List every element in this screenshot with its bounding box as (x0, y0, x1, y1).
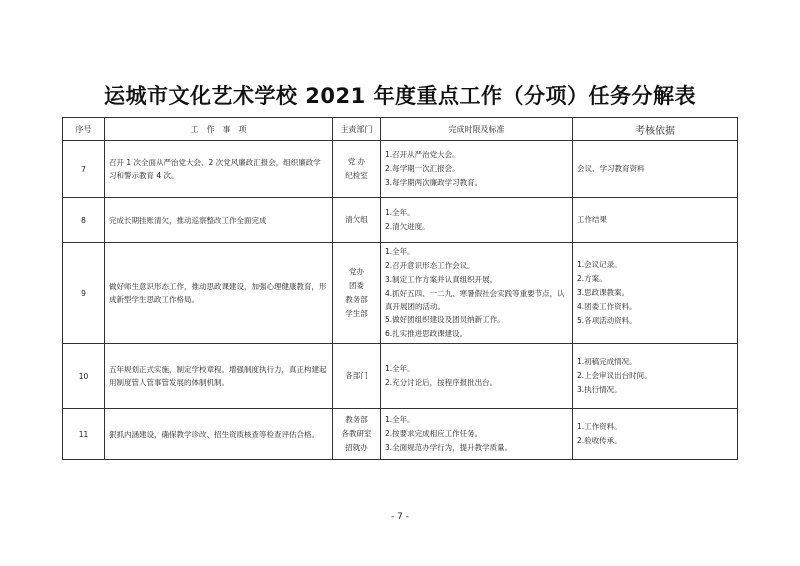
dept-name: 教务部 (345, 295, 368, 304)
dept-name: 教务部 (345, 415, 368, 424)
task-text: 狠抓内涵建设，确保教学诊改、招生资质核查等检查评估合格。 (105, 409, 333, 460)
dept-cell (333, 141, 381, 198)
dept-name: 党 办 (347, 157, 366, 166)
deadline-cell (381, 141, 573, 198)
basis-item: 3.思政课教案。 (577, 288, 630, 297)
page-number: - 7 - (391, 512, 409, 522)
table-row (63, 409, 738, 460)
task-table (62, 117, 738, 460)
basis-cell (573, 409, 738, 460)
task-text: 做好师生意识形态工作，推动思政课建设，加强心理健康教育，形成新型学生思政工作格局。 (105, 243, 333, 344)
basis-item: 1.会议记录。 (577, 260, 622, 269)
header-deadline: 完成时限及标准 (381, 118, 573, 141)
basis-cell (573, 243, 738, 344)
dept-name: 学生部 (345, 309, 368, 318)
dept-name: 招就办 (345, 443, 368, 452)
deadline-item: 1.全年。 (385, 247, 415, 256)
document-title: 运城市文化艺术学校 2021 年度重点工作（分项）任务分解表 (103, 84, 697, 108)
deadline-item: 2.按要求完成相应工作任务。 (385, 429, 483, 438)
header-dept: 主责部门 (333, 118, 381, 141)
deadline-cell (381, 409, 573, 460)
basis-item: 会议、学习教育资料 (577, 164, 645, 173)
row-number: 9 (63, 243, 105, 344)
deadline-cell (381, 243, 573, 344)
basis-item: 2.方案。 (577, 274, 607, 283)
deadline-item: 2.召开意识形态工作会议。 (385, 261, 475, 270)
basis-item: 5.各项活动资料。 (577, 316, 637, 325)
table-header-row (63, 118, 738, 141)
deadline-item: 6.扎实推进思政课建设。 (385, 329, 468, 338)
table-row (63, 198, 738, 243)
dept-cell (333, 243, 381, 344)
deadline-item: 3.制定工作方案并认真组织开展。 (385, 275, 498, 284)
basis-item: 1.初稿完成情况。 (577, 357, 637, 366)
row-number: 8 (63, 198, 105, 243)
basis-item: 2.上会审议出台时间。 (577, 371, 652, 380)
dept-name: 各部门 (345, 371, 368, 380)
deadline-item: 2.每学期一次汇报会。 (385, 164, 460, 173)
row-number: 11 (63, 409, 105, 460)
row-number: 10 (63, 344, 105, 409)
basis-item: 3.执行情况。 (577, 385, 622, 394)
deadline-item: 3.全面规范办学行为，提升教学质量。 (385, 443, 513, 452)
deadline-item: 1.全年。 (385, 208, 415, 217)
table-row (63, 141, 738, 198)
basis-item: 2.验收传承。 (577, 436, 622, 445)
dept-name: 清欠组 (345, 215, 368, 224)
header-task: 工 作 事 项 (105, 118, 333, 141)
deadline-item: 1.全年。 (385, 415, 415, 424)
dept-cell (333, 344, 381, 409)
basis-cell (573, 141, 738, 198)
basis-cell (573, 344, 738, 409)
header-no: 序号 (63, 118, 105, 141)
dept-name: 纪检室 (345, 171, 368, 180)
deadline-item: 3.每学期两次廉政学习教育。 (385, 178, 483, 187)
deadline-item: 5.做好团组织建设及团员纳新工作。 (385, 315, 505, 324)
row-number: 7 (63, 141, 105, 198)
task-text: 召开 1 次全面从严治党大会、2 次党风廉政汇报会，组织廉政学习和警示教育 4 次。 (105, 141, 333, 198)
basis-cell (573, 198, 738, 243)
task-text: 完成长期挂账清欠，推动巡察整改工作全面完成 (105, 198, 333, 243)
dept-cell (333, 409, 381, 460)
dept-name: 各教研室 (341, 429, 372, 438)
dept-name: 团委 (349, 281, 364, 290)
basis-item: 工作结果 (577, 215, 607, 224)
basis-item: 4.团委工作资料。 (577, 302, 637, 311)
deadline-item: 1.全年。 (385, 364, 415, 373)
header-basis: 考核依据 (573, 118, 738, 141)
dept-name: 党办 (349, 267, 364, 276)
deadline-item: 2.清欠进度。 (385, 222, 430, 231)
deadline-item: 1.召开从严治党大会。 (385, 150, 460, 159)
table-row (63, 243, 738, 344)
basis-item: 1.工作资料。 (577, 422, 622, 431)
deadline-cell (381, 344, 573, 409)
task-text: 五年规划正式实施，制定学校章程。增强制度执行力，真正构建起用制度管人管事管发展的体制机制。 (105, 344, 333, 409)
table-row (63, 344, 738, 409)
deadline-item: 4.抓好五四、一二九、寒暑假社会实践等重要节点，认真开展团的活动。 (385, 289, 565, 311)
deadline-item: 2.充分讨论后，按程序报批出台。 (385, 378, 498, 387)
dept-cell (333, 198, 381, 243)
deadline-cell (381, 198, 573, 243)
